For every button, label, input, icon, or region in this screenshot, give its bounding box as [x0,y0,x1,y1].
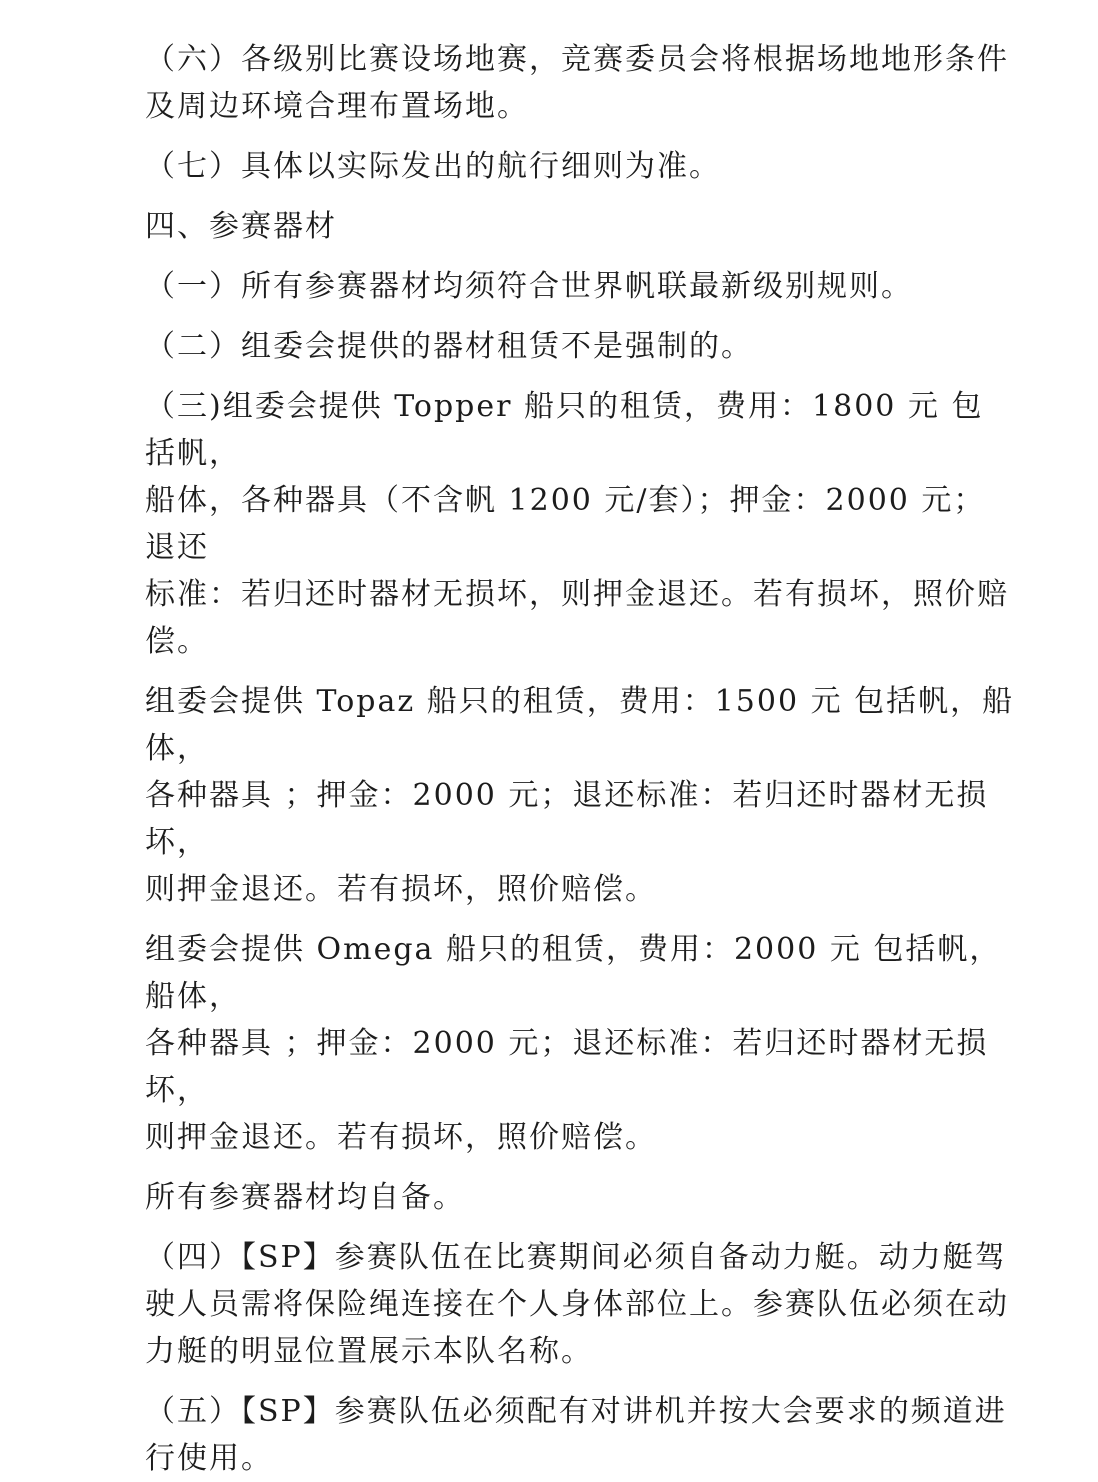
paragraph-section-7: （七）具体以实际发出的航行细则为准。 [145,149,721,184]
paragraph-topper-rental: （三)组委会提供 Topper 船只的租赁，费用：1800 元 包括帆， 船体，各种器具（不含帆 1200 元/套）；押金：2000 元；退还 标准：若归还时器材无损坏，则押金退还。若有损坏，照价赔 偿。 [145,389,1009,659]
document-page [145,36,1015,1482]
paragraph-equipment-2: （二）组委会提供的器材租赁不是强制的。 [145,329,753,364]
paragraph-topaz-rental: 组委会提供 Topaz 船只的租赁，费用：1500 元 包括帆，船体， 各种器具 ；押金：2000 元；退还标准：若归还时器材无损坏， 则押金退还。若有损坏，照价赔偿。 [145,684,1015,907]
paragraph-equipment-1: （一）所有参赛器材均须符合世界帆联最新级别规则。 [145,269,913,304]
paragraph-section-6: （六）各级别比赛设场地赛，竞赛委员会将根据场地地形条件 及周边环境合理布置场地。 [145,42,1009,124]
paragraph-omega-rental: 组委会提供 Omega 船只的租赁，费用：2000 元 包括帆，船体， 各种器具 ；押金：2000 元；退还标准：若归还时器材无损坏， 则押金退还。若有损坏，照价赔偿。 [145,932,1002,1155]
paragraph-self-provided: 所有参赛器材均自备。 [145,1180,465,1215]
heading-equipment: 四、参赛器材 [145,209,337,244]
paragraph-equipment-5: （五）【SP】参赛队伍必须配有对讲机并按大会要求的频道进 行使用。 [145,1394,1007,1476]
paragraph-equipment-4: （四）【SP】参赛队伍在比赛期间必须自备动力艇。动力艇驾 驶人员需将保险绳连接在个人身体部位上。参赛队伍必须在动 力艇的明显位置展示本队名称。 [145,1240,1009,1369]
